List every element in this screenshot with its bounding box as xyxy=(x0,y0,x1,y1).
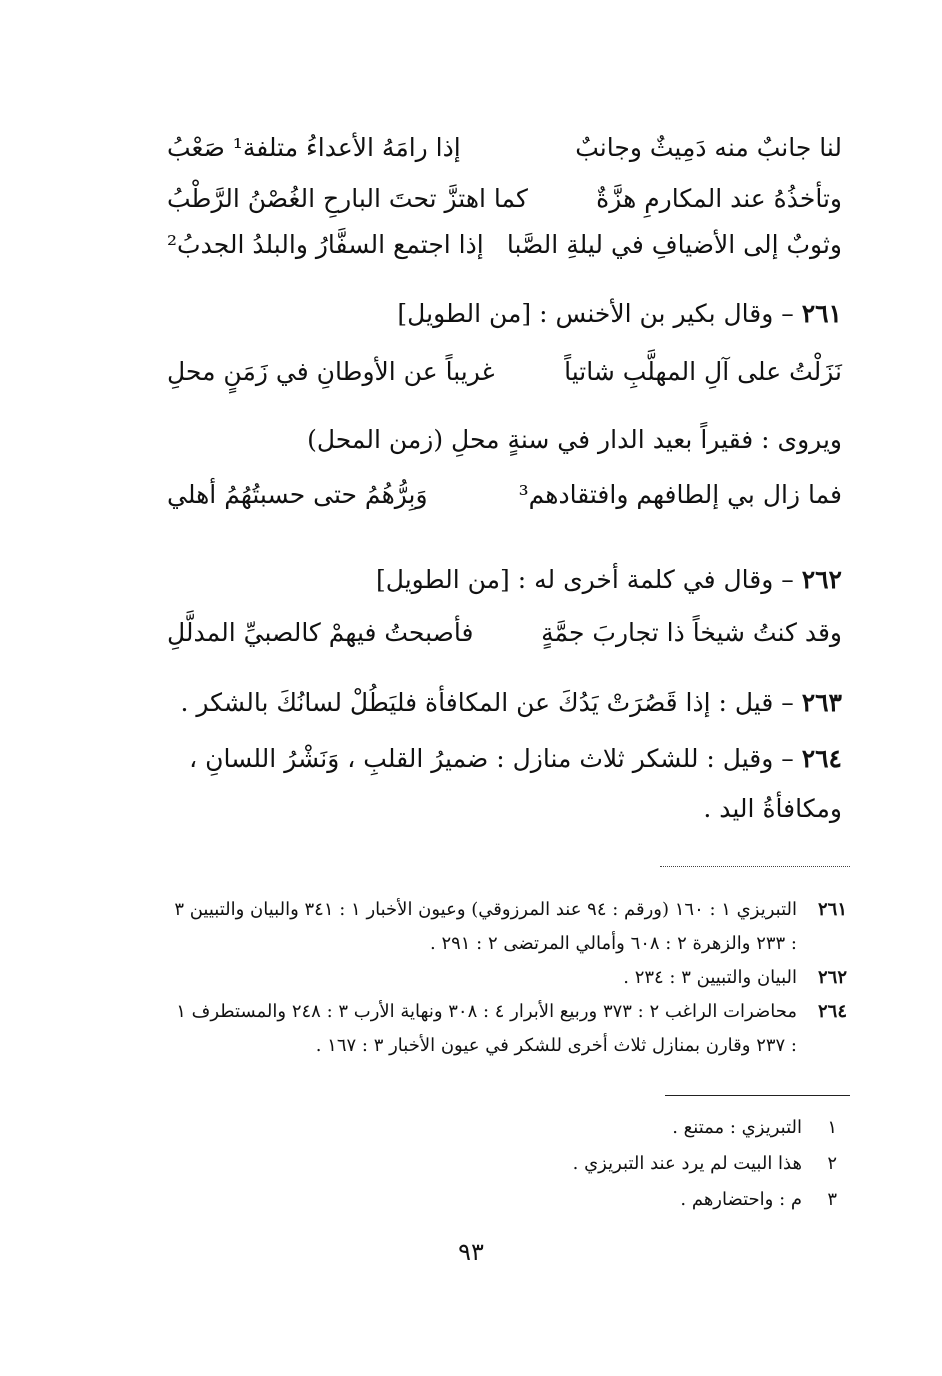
footnote-number: ٢ xyxy=(827,1153,837,1174)
page-number: ٩٣ xyxy=(458,1238,484,1266)
hemistich-first: وتأخذُهُ عند المكارمِ هزَّةٌ xyxy=(596,184,842,213)
hemistich-second: فأصبحتُ فيهمْ كالصبيِّ المدلَّلِ xyxy=(167,618,474,647)
source-number: ٢٦٢ xyxy=(817,967,847,988)
entry-264 xyxy=(152,734,842,834)
source-number: ٢٦٤ xyxy=(817,1001,847,1022)
hemistich-second: كما اهتزَّ تحتَ البارحِ الغُصْنُ الرَّطْبُ xyxy=(167,184,528,213)
entry-number: ٢٦٣ xyxy=(801,688,842,717)
footnote-number: ٣ xyxy=(827,1189,837,1210)
source-item xyxy=(167,995,847,1063)
footnote-item xyxy=(337,1110,837,1146)
hemistich-second: غريباً عن الأوطانِ في زَمَنٍ محلِ xyxy=(167,357,495,386)
source-text: البيان والتبيين ٣ : ٢٣٤ . xyxy=(623,967,797,988)
entry-number: ٢٦٤ xyxy=(801,744,842,773)
verse-line xyxy=(167,472,842,518)
verse-line xyxy=(167,125,842,171)
hemistich-second: إذا رامَهُ الأعداءُ متلفة¹ صَعْبُ xyxy=(167,133,461,162)
footnote-text: هذا البيت لم يرد عند التبريزي . xyxy=(572,1153,802,1174)
entry-number: ٢٦١ xyxy=(801,299,842,328)
footnote-text: التبريزي : ممتنع . xyxy=(672,1117,802,1138)
hemistich-first: وثوبٌ إلى الأضيافِ في ليلةِ الصَّبا xyxy=(506,230,842,259)
hemistich-first: نَزَلْتُ على آلِ المهلَّبِ شاتياً xyxy=(564,357,842,386)
source-item xyxy=(167,893,847,961)
sources-list xyxy=(167,893,847,1063)
verse-line xyxy=(167,176,842,222)
footnote-text: م : واحتضارهم . xyxy=(680,1189,802,1210)
entry-text: – وقيل : للشكر ثلاث منازل : ضميرُ القلبِ ، وَنَشْرُ اللسانِ ، ومكافأةُ اليد . xyxy=(189,744,842,823)
entry-263 xyxy=(162,675,842,731)
source-number: ٢٦١ xyxy=(817,899,847,920)
entry-intro-text: – وقال في كلمة أخرى له : [من الطويل] xyxy=(376,565,794,594)
entry-intro-text: – وقال بكير بن الأخنس : [من الطويل] xyxy=(397,299,794,328)
verse-line xyxy=(167,610,842,656)
sources-divider xyxy=(660,866,850,867)
source-text: التبريزي ١ : ١٦٠ (ورقم : ٩٤ عند المرزوقي) وعيون الأخبار ١ : ٣٤١ والبيان والتبيين ٣ : ٢٣٣ والزهرة ٢ : ٦٠٨ وأمالي المرتضى ٢ : ٢٩١ . xyxy=(174,899,797,954)
hemistich-second: إذا اجتمع السفَّارُ والبلدُ الجدبُ² xyxy=(167,230,484,259)
verse-line xyxy=(167,349,842,395)
footnote-item xyxy=(337,1182,837,1218)
entry-262-intro xyxy=(162,552,842,608)
footnotes-list xyxy=(337,1110,837,1218)
source-item xyxy=(167,961,847,995)
source-text: محاضرات الراغب ٢ : ٣٧٣ وربيع الأبرار ٤ : ٣٠٨ ونهاية الأرب ٣ : ٢٤٨ والمستطرف ١ : ٢٣٧ وقارن بمنازل ثلاث أخرى للشكر في عيون الأخبار ٣ : ١٦٧ . xyxy=(176,1001,797,1056)
variant-reading: ويروى : فقيراً بعيد الدار في سنةٍ محلِ (زمن المحل) xyxy=(307,425,842,454)
footnote-item xyxy=(337,1146,837,1182)
entry-text: – قيل : إذا قَصُرَتْ يَدُكَ عن المكافأة فليَطُلْ لسانُكَ بالشكر . xyxy=(180,688,794,717)
entry-number: ٢٦٢ xyxy=(801,565,842,594)
entry-261-intro xyxy=(162,286,842,342)
hemistich-second: وَبِرُّهُمُ حتى حسبتُهُمُ أهلي xyxy=(167,480,428,509)
hemistich-first: وقد كنتُ شيخاً ذا تجاربَ جمَّةٍ xyxy=(541,618,842,647)
hemistich-first: فما زال بي إلطافهم وافتقادهم³ xyxy=(518,480,842,509)
notes-divider xyxy=(665,1095,850,1096)
hemistich-first: لنا جانبٌ منه دَمِيثٌ وجانبٌ xyxy=(575,133,842,162)
footnote-number: ١ xyxy=(827,1117,837,1138)
verse-line xyxy=(167,222,842,268)
